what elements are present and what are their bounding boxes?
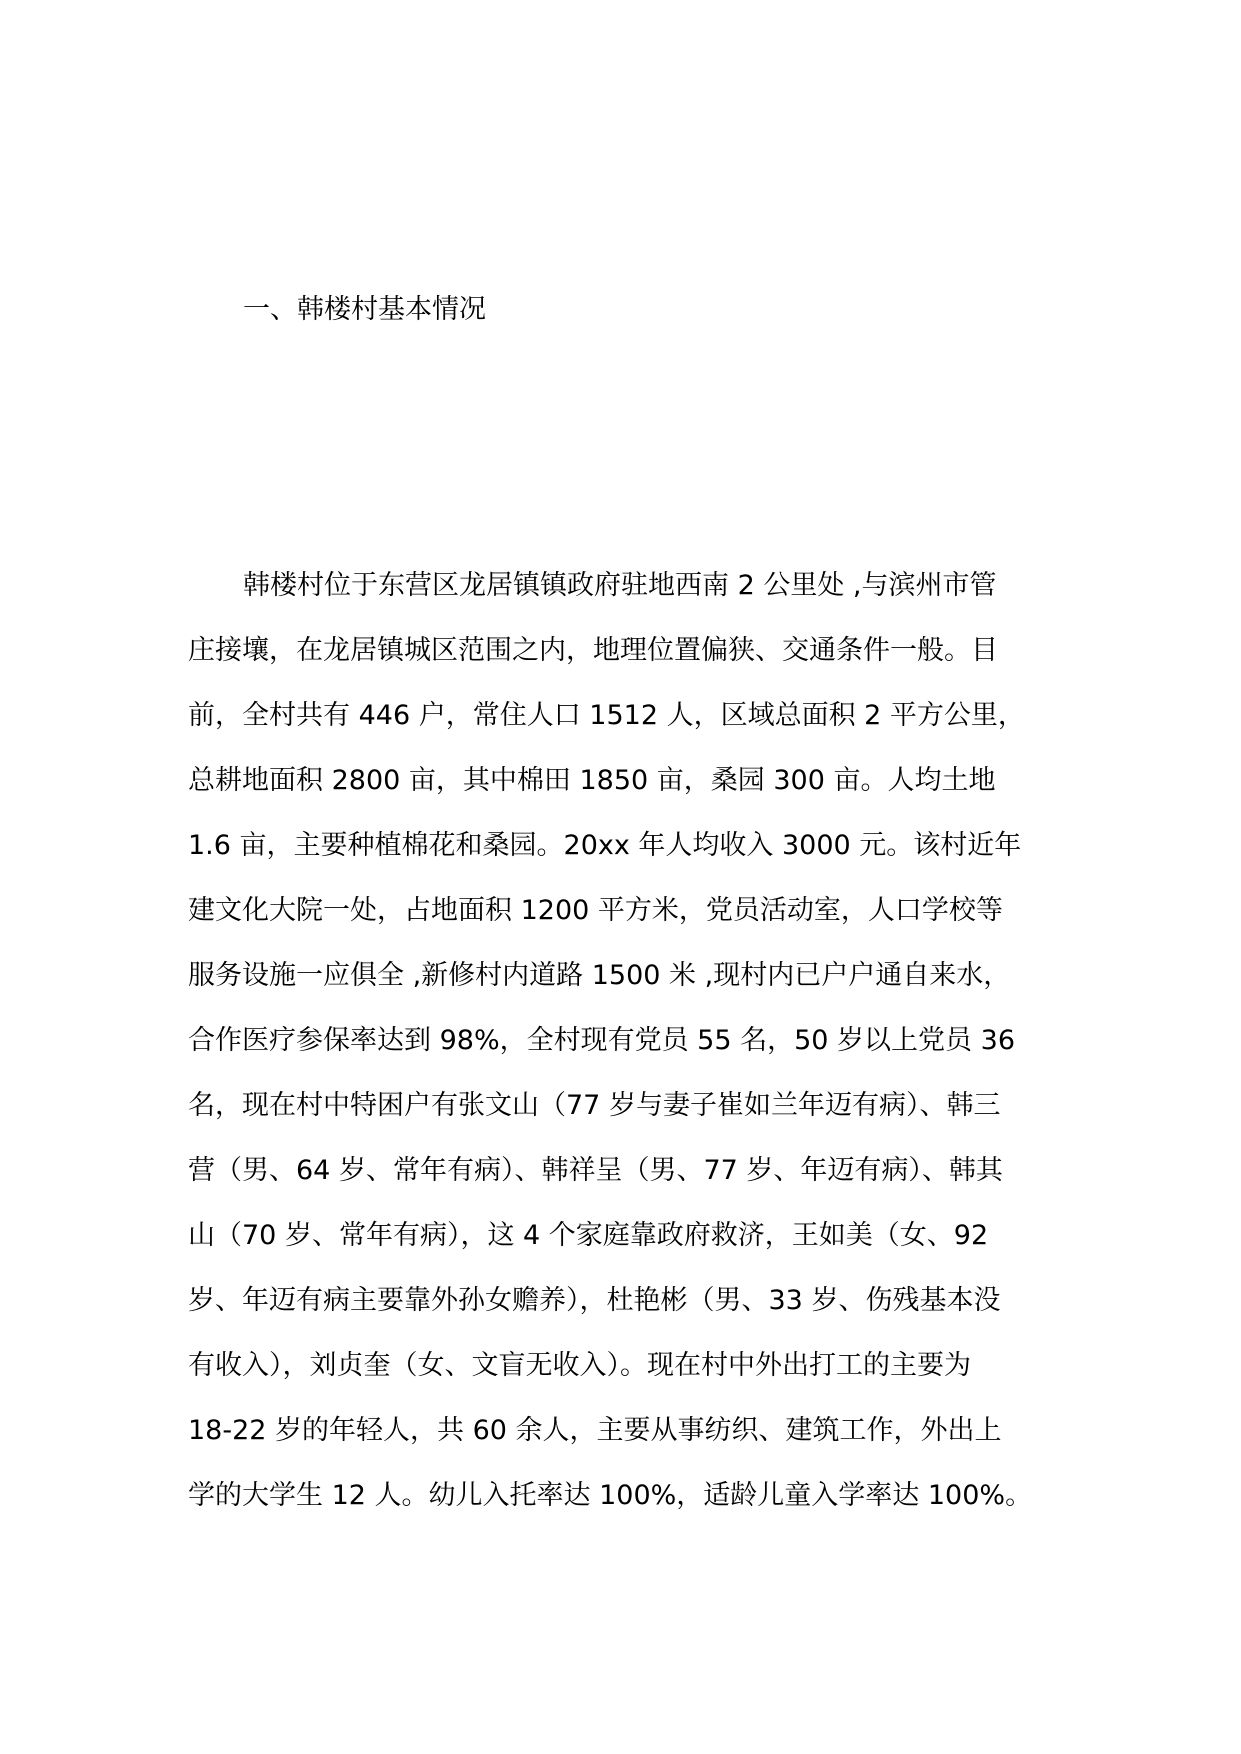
- section-heading: 一、韩楼村基本情况: [243, 294, 486, 325]
- paragraph-line: 合作医疗参保率达到 98%，全村现有党员 55 名，50 岁以上党员 36: [188, 1025, 1015, 1056]
- paragraph-line: 山（70 岁、常年有病），这 4 个家庭靠政府救济，王如美（女、92: [188, 1220, 989, 1251]
- paragraph-line: 总耕地面积 2800 亩，其中棉田 1850 亩，桑园 300 亩。人均土地: [188, 765, 996, 796]
- paragraph-line: 营（男、64 岁、常年有病）、韩祥呈（男、77 岁、年迈有病）、韩其: [188, 1155, 1003, 1186]
- paragraph-line: 有收入），刘贞奎（女、文盲无收入）。现在村中外出打工的主要为: [188, 1350, 971, 1381]
- paragraph-line: 1.6 亩，主要种植棉花和桑园。20xx 年人均收入 3000 元。该村近年: [188, 830, 1022, 861]
- paragraph-line: 18-22 岁的年轻人，共 60 余人，主要从事纺织、建筑工作，外出上: [188, 1415, 1002, 1446]
- paragraph-line: 服务设施一应俱全 ,新修村内道路 1500 米 ,现村内已户户通自来水，: [188, 960, 1011, 991]
- paragraph-line: 韩楼村位于东营区龙居镇镇政府驻地西南 2 公里处 ,与滨州市管: [243, 570, 997, 601]
- paragraph-line: 前，全村共有 446 户，常住人口 1512 人，区域总面积 2 平方公里，: [188, 700, 1025, 731]
- paragraph-line: 庄接壤，在龙居镇城区范围之内，地理位置偏狭、交通条件一般。目: [188, 635, 998, 666]
- body-paragraph: [188, 553, 1088, 1528]
- paragraph-line: 建文化大院一处，占地面积 1200 平方米，党员活动室，人口学校等: [188, 895, 1003, 926]
- paragraph-line: 岁、年迈有病主要靠外孙女赡养），杜艳彬（男、33 岁、伤残基本没: [188, 1285, 1001, 1316]
- paragraph-line: 学的大学生 12 人。幼儿入托率达 100%，适龄儿童入学率达 100%。: [188, 1480, 1033, 1511]
- paragraph-line: 名，现在村中特困户有张文山（77 岁与妻子崔如兰年迈有病）、韩三: [188, 1090, 1001, 1121]
